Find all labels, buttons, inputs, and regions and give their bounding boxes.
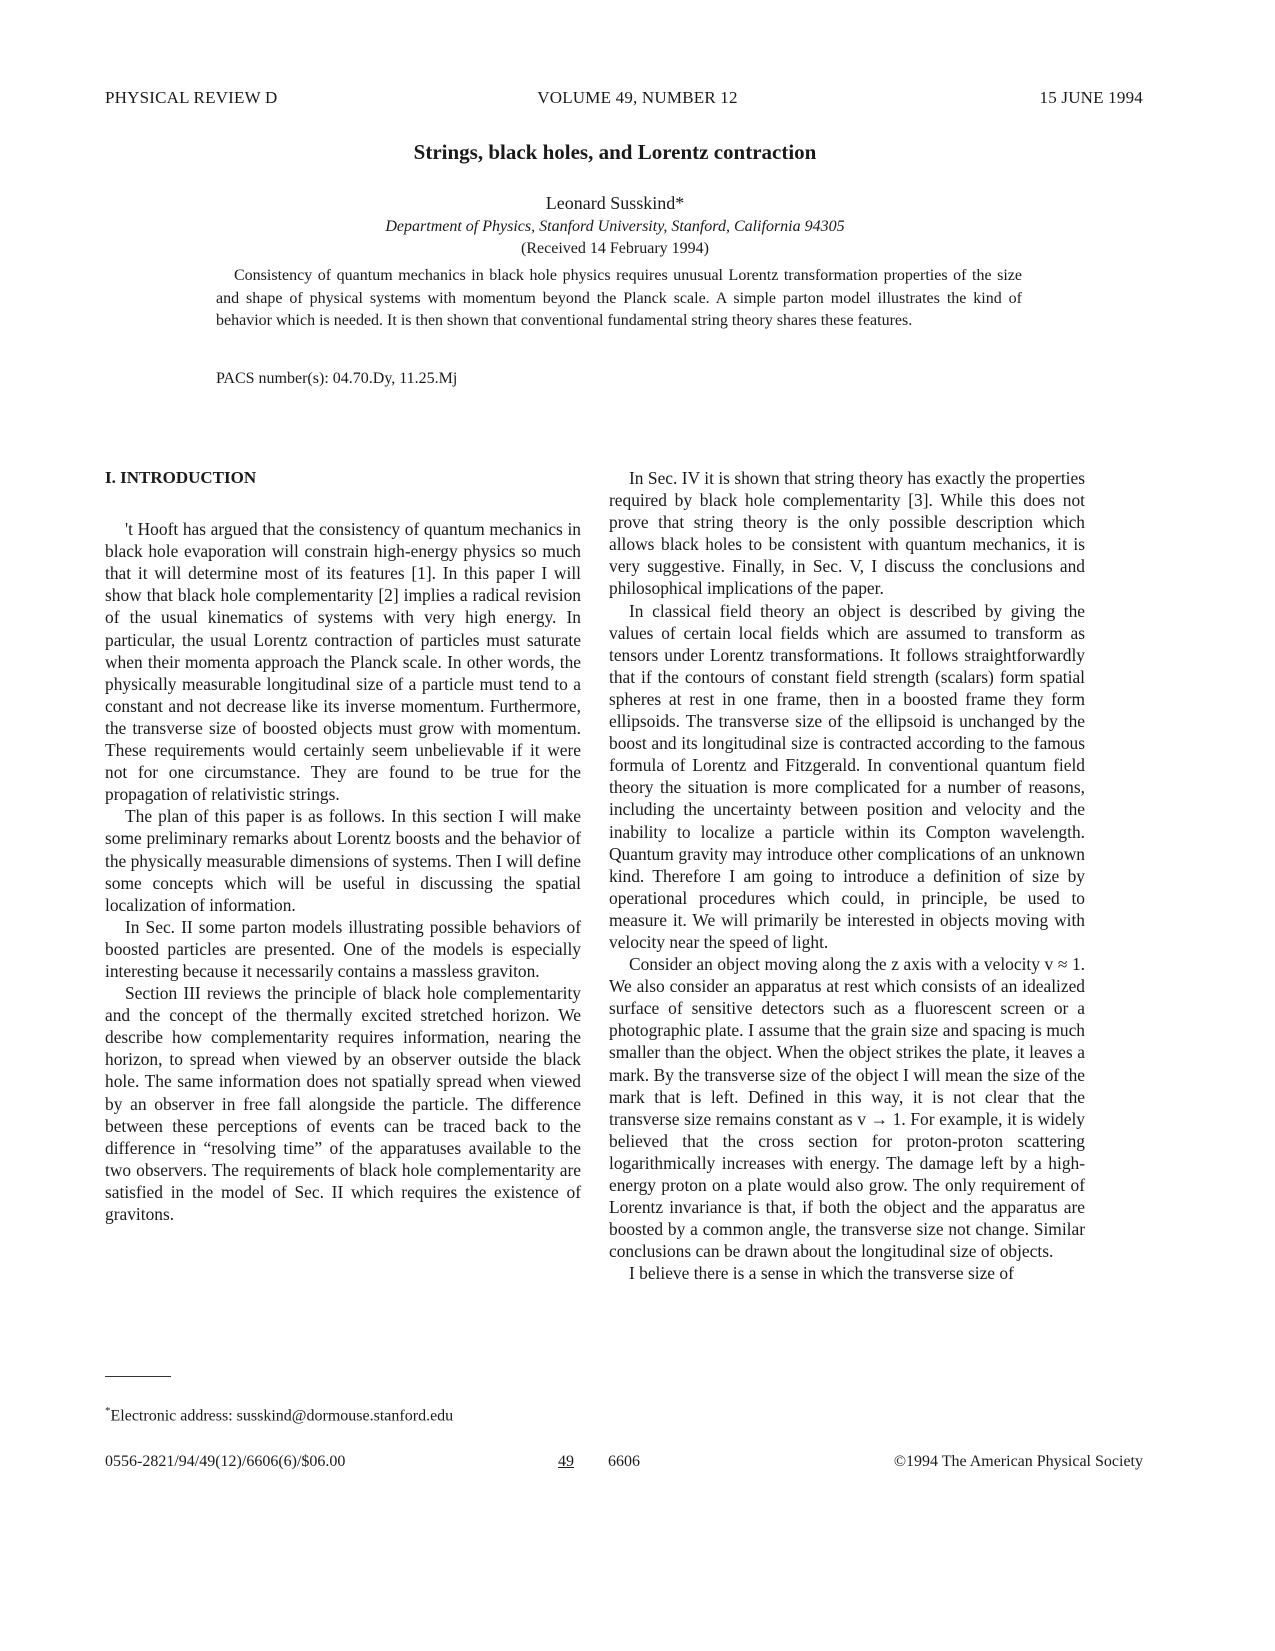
article-code: 0556-2821/94/49(12)/6606(6)/$06.00 bbox=[105, 1453, 346, 1470]
paragraph: The plan of this paper is as follows. In this section I will make some preliminary remarks about Lorentz boosts and the behavior of the physically measurable dimensions of systems. Then I will define some concepts which will be useful in discussing the spatial localization of information. bbox=[105, 806, 581, 915]
footnote-marker: * bbox=[105, 1405, 111, 1417]
author-name: Leonard Susskind* bbox=[545, 193, 685, 213]
volume-number: VOLUME 49, NUMBER 12 bbox=[537, 88, 738, 107]
author-affiliation: Department of Physics, Stanford University, Stanford, California 94305 bbox=[385, 218, 845, 235]
paragraph: In Sec. IV it is shown that string theory has exactly the properties required by black hole complementarity [3]. While this does not prove that string theory is the only possible description which allows black holes to be consistent with quantum mechanics, it is very suggestive. Finally, in Sec. V, I discuss the conclusions and philosophical implications of the paper. bbox=[609, 468, 1085, 599]
pacs-numbers: PACS number(s): 04.70.Dy, 11.25.Mj bbox=[216, 370, 458, 387]
footer-volume: 49 bbox=[558, 1453, 574, 1470]
section-title: I. INTRODUCTION bbox=[105, 468, 257, 487]
footnote-text: Electronic address: susskind@dormouse.stanford.edu bbox=[110, 1407, 454, 1425]
paragraph: 't Hooft has argued that the consistency of quantum mechanics in black hole evaporation will constrain high-energy physics so much that it will determine most of its features [1]. In this paper I will show that black hole complementarity [2] implies a radical revision of the usual kinematics of systems with very high energy. In particular, the usual Lorentz contraction of particles must saturate when their momenta approach the Planck scale. In other words, the physically measurable longitudinal size of a particle must tend to a constant and not decrease like its inverse momentum. Furthermore, the transverse size of boosted objects must grow with momentum. These requirements would certainly seem unbelievable if it were not for one circumstance. They are found to be true for the propagation of relativistic strings. bbox=[105, 519, 581, 805]
copyright: ©1994 The American Physical Society bbox=[893, 1453, 1143, 1470]
paragraph: In classical field theory an object is described by giving the values of certain local fields which are assumed to transform as tensors under Lorentz transformations. It follows straightforwardly that if the contours of constant field strength (scalars) form spatial spheres at rest in one frame, then in a boosted frame they form ellipsoids. The transverse size of the ellipsoid is unchanged by the boost and its longitudinal size is contracted according to the famous formula of Lorentz and Fitzgerald. In conventional quantum field theory the situation is more complicated for a number of reasons, including the uncertainty between position and velocity and the inability to localize a particle within its Compton wavelength. Quantum gravity may introduce other complications of an unknown kind. Therefore I am going to introduce a definition of size by operational procedures which could, in principle, be used to measure it. We will primarily be interested in objects moving with velocity near the speed of light. bbox=[609, 600, 1085, 952]
paragraph: Section III reviews the principle of black hole complementarity and the concept of the thermally excited stretched horizon. We describe how complementarity requires information, nearing the horizon, to spread when viewed by an observer outside the black hole. The same information does not spatially spread when viewed by an observer in free fall alongside the particle. The difference between these perceptions of events can be traced back to the difference in “resolving time” of the apparatuses available to the two observers. The requirements of black hole complementarity are satisfied in the model of Sec. II which requires the existence of gravitons. bbox=[105, 983, 581, 1224]
paragraph: I believe there is a sense in which the transverse size of bbox=[629, 1263, 1014, 1284]
received-date: (Received 14 February 1994) bbox=[521, 240, 709, 257]
right-column bbox=[609, 467, 1085, 1284]
page-number: 6606 bbox=[608, 1453, 640, 1470]
paragraph: Consider an object moving along the z axis with a velocity v ≈ 1. We also consider an apparatus at rest which consists of an idealized surface of sensitive detectors such as a fluorescent screen or a photographic plate. I assume that the grain size and spacing is much smaller than the object. When the object strikes the plate, it leaves a mark. By the transverse size of the object I will mean the size of the mark that is left. Defined in this way, it is not clear that the transverse size remains constant as v → 1. For example, it is widely believed that the cross section for proton-proton scattering logarithmically increases with energy. The damage left by a high-energy proton on a plate would also grow. The only requirement of Lorentz invariance is that, if both the object and the apparatus are boosted by a common angle, the transverse size not change. Similar conclusions can be drawn about the longitudinal size of objects. bbox=[609, 954, 1085, 1262]
article-title: Strings, black holes, and Lorentz contraction bbox=[413, 140, 817, 164]
issue-date: 15 JUNE 1994 bbox=[1039, 88, 1143, 107]
left-column bbox=[105, 467, 581, 1225]
abstract: Consistency of quantum mechanics in black hole physics requires unusual Lorentz transformation properties of the size and shape of physical systems with momentum beyond the Planck scale. A simple parton model illustrates the kind of behavior which is needed. It is then shown that conventional fundamental string theory shares these features. bbox=[216, 267, 1022, 330]
footnote-rule bbox=[105, 1376, 171, 1377]
paragraph: In Sec. II some parton models illustrating possible behaviors of boosted particles are presented. One of the models is especially interesting because it necessarily contains a massless graviton. bbox=[105, 916, 581, 981]
footnote bbox=[105, 1405, 453, 1425]
journal-name: PHYSICAL REVIEW D bbox=[105, 88, 278, 107]
